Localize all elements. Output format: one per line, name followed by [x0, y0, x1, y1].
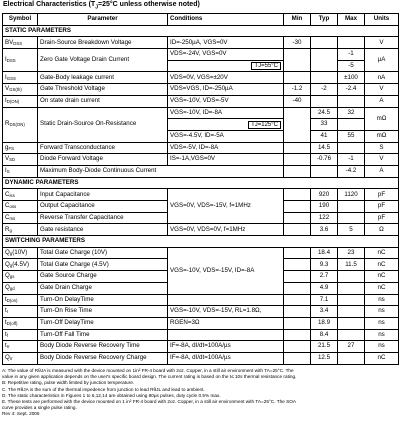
- typ-cell: 41: [311, 130, 338, 142]
- typ-cell: 18.9: [311, 317, 338, 329]
- max-cell: [338, 119, 365, 131]
- header-symbol: Symbol: [3, 14, 38, 26]
- parameter-cell: Reverse Transfer Capacitance: [38, 212, 168, 224]
- condition-cell: VDS=-24V, VGS=0V: [168, 49, 284, 61]
- condition-cell: VGS=-10V, ID=-8A: [168, 107, 284, 119]
- footnotes: [2, 368, 398, 418]
- symbol-cell: $Q_g(4.5V)$: [3, 259, 38, 271]
- units-cell: V: [365, 37, 399, 49]
- parameter-cell: Body Diode Reverse Recovery Charge: [38, 352, 168, 364]
- max-cell: [338, 37, 365, 49]
- max-cell: [338, 95, 365, 107]
- min-cell: [284, 201, 311, 213]
- units-cell: nC: [365, 282, 399, 294]
- min-cell: [284, 317, 311, 329]
- typ-cell: 2.7: [311, 271, 338, 283]
- section-dynamic: DYNAMIC PARAMETERS: [3, 177, 399, 189]
- symbol-cell: $C_{rss}$: [3, 212, 38, 224]
- max-cell: [338, 142, 365, 154]
- symbol-cell: $t_{D(on)}$: [3, 294, 38, 306]
- parameter-cell: Forward Transconductance: [38, 142, 168, 154]
- symbol-cell: $I_{DSS}$: [3, 49, 38, 72]
- parameter-cell: Turn-Off Fall Time: [38, 329, 168, 341]
- parameter-cell: Static Drain-Source On-Resistance: [38, 107, 168, 142]
- symbol-cell: $t_{rr}$: [3, 341, 38, 353]
- typ-cell: 4.9: [311, 282, 338, 294]
- units-cell: µA: [365, 49, 399, 72]
- max-cell: 32: [338, 107, 365, 119]
- footnote-a-cont: value in any given application depends on the user's specific board design. The current rating is based on the t≤ 10s thermal resistance rating.: [2, 374, 297, 380]
- units-cell: mΩ: [365, 130, 399, 142]
- parameter-cell: Body Diode Reverse Recovery Time: [38, 341, 168, 353]
- symbol-cell: $I_{D(ON)}$: [3, 95, 38, 107]
- typ-cell: 18.4: [311, 247, 338, 259]
- min-cell: [284, 49, 311, 72]
- condition-cell: [168, 119, 284, 131]
- max-cell: [338, 306, 365, 318]
- parameter-cell: Gate Drain Charge: [38, 282, 168, 294]
- table-row: [3, 341, 399, 353]
- parameter-cell: Gate Source Charge: [38, 271, 168, 283]
- typ-cell: [311, 95, 338, 107]
- symbol-cell: $Q_{gs}$: [3, 271, 38, 283]
- max-cell: -1: [338, 154, 365, 166]
- condition-cell: VDS=-5V, ID=-8A: [168, 142, 284, 154]
- max-cell: -1: [338, 49, 365, 61]
- max-cell: 5: [338, 224, 365, 236]
- typ-cell: 24.5: [311, 107, 338, 119]
- table-row: [3, 165, 399, 177]
- symbol-cell: $I_S$: [3, 165, 38, 177]
- header-parameter: Parameter: [38, 14, 168, 26]
- max-cell: 55: [338, 130, 365, 142]
- header-typ: Typ: [311, 14, 338, 26]
- symbol-cell: $BV_{DSS}$: [3, 37, 38, 49]
- parameter-cell: Turn-On Rise Time: [38, 306, 168, 318]
- parameter-cell: Gate resistance: [38, 224, 168, 236]
- min-cell: -30: [284, 37, 311, 49]
- symbol-cell: $t_r$: [3, 306, 38, 318]
- min-cell: [284, 107, 311, 142]
- typ-cell: [311, 49, 338, 72]
- typ-cell: [311, 37, 338, 49]
- parameter-cell: Gate Threshold Voltage: [38, 84, 168, 96]
- condition-cell: [168, 60, 284, 72]
- typ-cell: 8.4: [311, 329, 338, 341]
- parameter-cell: On state drain current: [38, 95, 168, 107]
- revision-note: Rev 4: Sept. 2005: [2, 411, 40, 417]
- units-cell: ns: [365, 306, 399, 318]
- typ-cell: -2: [311, 84, 338, 96]
- footnote-a: A: The value of RθJA is measured with the device mounted on 1in² FR-4 board with 2oz. Copper, in a still air environment with TA=25°C. The: [2, 368, 294, 373]
- typ-cell: 9.3: [311, 259, 338, 271]
- parameter-cell: Turn-On DelayTime: [38, 294, 168, 306]
- parameter-cell: Total Gate Charge (4.5V): [38, 259, 168, 271]
- units-cell: pF: [365, 212, 399, 224]
- max-cell: -2.4: [338, 84, 365, 96]
- section-row: [3, 177, 399, 189]
- header-min: Min: [284, 14, 311, 26]
- min-cell: [284, 212, 311, 224]
- units-cell: pF: [365, 201, 399, 213]
- units-cell: pF: [365, 189, 399, 201]
- symbol-cell: $V_{GS(th)}$: [3, 84, 38, 96]
- parameter-cell: Maximum Body-Diode Continuous Current: [38, 165, 284, 177]
- min-cell: [284, 224, 311, 236]
- section-row: [3, 25, 399, 37]
- max-cell: [338, 282, 365, 294]
- typ-cell: 7.1: [311, 294, 338, 306]
- table-row: [3, 37, 399, 49]
- units-cell: V: [365, 154, 399, 166]
- table-row: [3, 107, 399, 119]
- units-cell: A: [365, 165, 399, 177]
- units-cell: ns: [365, 341, 399, 353]
- parameter-cell: Gate-Body leakage current: [38, 72, 168, 84]
- min-cell: [284, 247, 311, 259]
- table-row: [3, 306, 399, 318]
- units-cell: V: [365, 84, 399, 96]
- symbol-cell: $t_{D(off)}$: [3, 317, 38, 329]
- min-cell: [284, 282, 311, 294]
- max-cell: -5: [338, 60, 365, 72]
- condition-cell: RGEN=3Ω: [168, 317, 284, 329]
- footnote-d: D. The static characteristics in Figures 1 to 6,12,14 are obtained using 80µs pulses, duty cycle 0.5% max.: [2, 392, 221, 398]
- symbol-cell: $I_{GSS}$: [3, 72, 38, 84]
- units-cell: A: [365, 95, 399, 107]
- typ-cell: 33: [311, 119, 338, 131]
- typ-cell: 14.5: [311, 142, 338, 154]
- units-cell: ns: [365, 329, 399, 341]
- min-cell: [284, 72, 311, 84]
- min-cell: [284, 189, 311, 201]
- section-row: [3, 236, 399, 248]
- condition-cell: [168, 329, 284, 341]
- electrical-characteristics-table: [2, 13, 399, 365]
- min-cell: [284, 259, 311, 271]
- max-cell: [338, 294, 365, 306]
- typ-cell: -0.76: [311, 154, 338, 166]
- typ-cell: [311, 165, 338, 177]
- typ-cell: 190: [311, 201, 338, 213]
- header-units: Units: [365, 14, 399, 26]
- max-cell: ±100: [338, 72, 365, 84]
- min-cell: [284, 142, 311, 154]
- condition-cell: VGS=-10V, VDS=-5V: [168, 95, 284, 107]
- symbol-cell: $Q_g(10V)$: [3, 247, 38, 259]
- units-cell: ns: [365, 294, 399, 306]
- symbol-cell: $C_{iss}$: [3, 189, 38, 201]
- condition-cell: VGS=0V, VDS=-15V, f=1MHz: [168, 189, 284, 224]
- units-cell: nA: [365, 72, 399, 84]
- symbol-cell: $V_{SD}$: [3, 154, 38, 166]
- max-cell: [338, 317, 365, 329]
- symbol-cell: $g_{FS}$: [3, 142, 38, 154]
- max-cell: [338, 329, 365, 341]
- table-row: [3, 189, 399, 201]
- max-cell: [338, 271, 365, 283]
- header-max: Max: [338, 14, 365, 26]
- max-cell: 27: [338, 341, 365, 353]
- min-cell: [284, 154, 311, 166]
- symbol-cell: $R_g$: [3, 224, 38, 236]
- typ-cell: 3.4: [311, 306, 338, 318]
- min-cell: -1.2: [284, 84, 311, 96]
- max-cell: 11.5: [338, 259, 365, 271]
- max-cell: 1120: [338, 189, 365, 201]
- footnote-b: B: Repetitive rating, pulse width limited by junction temperature.: [2, 380, 135, 386]
- parameter-cell: Drain-Source Breakdown Voltage: [38, 37, 168, 49]
- units-cell: nC: [365, 352, 399, 364]
- footnote-e-cont: curve provides a single pulse rating.: [2, 405, 77, 411]
- section-switching: SWITCHING PARAMETERS: [3, 236, 399, 248]
- table-title: Electrical Characteristics ($T_J=25^\circ C$ unless otherwise noted): [3, 1, 200, 11]
- footnote-c: C. The RθJA is the sum of the thermal impedence from junction to lead RθJL and lead to ambient.: [2, 386, 205, 392]
- symbol-cell: $Q_{gd}$: [3, 282, 38, 294]
- parameter-cell: Turn-Off DelayTime: [38, 317, 168, 329]
- max-cell: [338, 212, 365, 224]
- condition-cell: VGS=-4.5V, ID=-5A: [168, 130, 284, 142]
- parameter-cell: Output Capacitance: [38, 201, 168, 213]
- table-row: [3, 72, 399, 84]
- table-row: [3, 294, 399, 306]
- table-row: [3, 317, 399, 329]
- condition-cell: [168, 294, 284, 306]
- condition-cell: VGS=0V, VDS=0V, f=1MHz: [168, 224, 284, 236]
- typ-cell: 920: [311, 189, 338, 201]
- condition-cell: VGS=-10V, VDS=-15V, ID=-8A: [168, 247, 284, 294]
- table-row: [3, 142, 399, 154]
- units-cell: ns: [365, 317, 399, 329]
- typ-cell: [311, 72, 338, 84]
- condition-cell: IF=-8A, dI/dt=100A/µs: [168, 352, 284, 364]
- symbol-cell: $t_f$: [3, 329, 38, 341]
- min-cell: [284, 352, 311, 364]
- condition-cell: VGS=-10V, VDS=-15V, RL=1.8Ω,: [168, 306, 284, 318]
- max-cell: [338, 201, 365, 213]
- units-cell: Ω: [365, 224, 399, 236]
- condition-cell: VDS=0V, VGS=±20V: [168, 72, 284, 84]
- symbol-cell: $C_{oss}$: [3, 201, 38, 213]
- typ-cell: 21.5: [311, 341, 338, 353]
- min-cell: [284, 165, 311, 177]
- parameter-cell: Zero Gate Voltage Drain Current: [38, 49, 168, 72]
- header-conditions: Conditions: [168, 14, 284, 26]
- min-cell: [284, 306, 311, 318]
- parameter-cell: Input Capacitance: [38, 189, 168, 201]
- symbol-cell: $Q_{rr}$: [3, 352, 38, 364]
- min-cell: [284, 294, 311, 306]
- temperature-condition: TJ=55°C: [251, 62, 281, 70]
- typ-cell: 12.5: [311, 352, 338, 364]
- max-cell: [338, 352, 365, 364]
- typ-cell: 3.6: [311, 224, 338, 236]
- table-row: [3, 95, 399, 107]
- table-row: [3, 224, 399, 236]
- symbol-cell: $R_{DS(ON)}$: [3, 107, 38, 142]
- min-cell: [284, 329, 311, 341]
- table-row: [3, 84, 399, 96]
- section-static: STATIC PARAMETERS: [3, 25, 399, 37]
- parameter-cell: Total Gate Charge (10V): [38, 247, 168, 259]
- units-cell: nC: [365, 259, 399, 271]
- condition-cell: IF=-8A, dI/dt=100A/µs: [168, 341, 284, 353]
- table-row: [3, 352, 399, 364]
- max-cell: -4.2: [338, 165, 365, 177]
- units-cell: S: [365, 142, 399, 154]
- table-row: [3, 49, 399, 61]
- condition-cell: IS=-1A,VGS=0V: [168, 154, 284, 166]
- min-cell: [284, 271, 311, 283]
- condition-cell: VDS=VGS, ID=-250µA: [168, 84, 284, 96]
- units-cell: nC: [365, 271, 399, 283]
- header-row: [3, 14, 399, 26]
- footnote-e: E. These tests are performed with the device mounted on 1 in² FR-4 board with 2oz. Copper, in a still air environment with TA=25°C. The SOA: [2, 399, 296, 405]
- min-cell: [284, 341, 311, 353]
- table-row: [3, 247, 399, 259]
- units-cell: mΩ: [365, 107, 399, 130]
- max-cell: 23: [338, 247, 365, 259]
- table-row: [3, 154, 399, 166]
- typ-cell: 122: [311, 212, 338, 224]
- parameter-cell: Diode Forward Voltage: [38, 154, 168, 166]
- table-row: [3, 329, 399, 341]
- min-cell: -40: [284, 95, 311, 107]
- units-cell: nC: [365, 247, 399, 259]
- temperature-condition: TJ=125°C: [248, 121, 281, 129]
- condition-cell: ID=-250µA, VGS=0V: [168, 37, 284, 49]
